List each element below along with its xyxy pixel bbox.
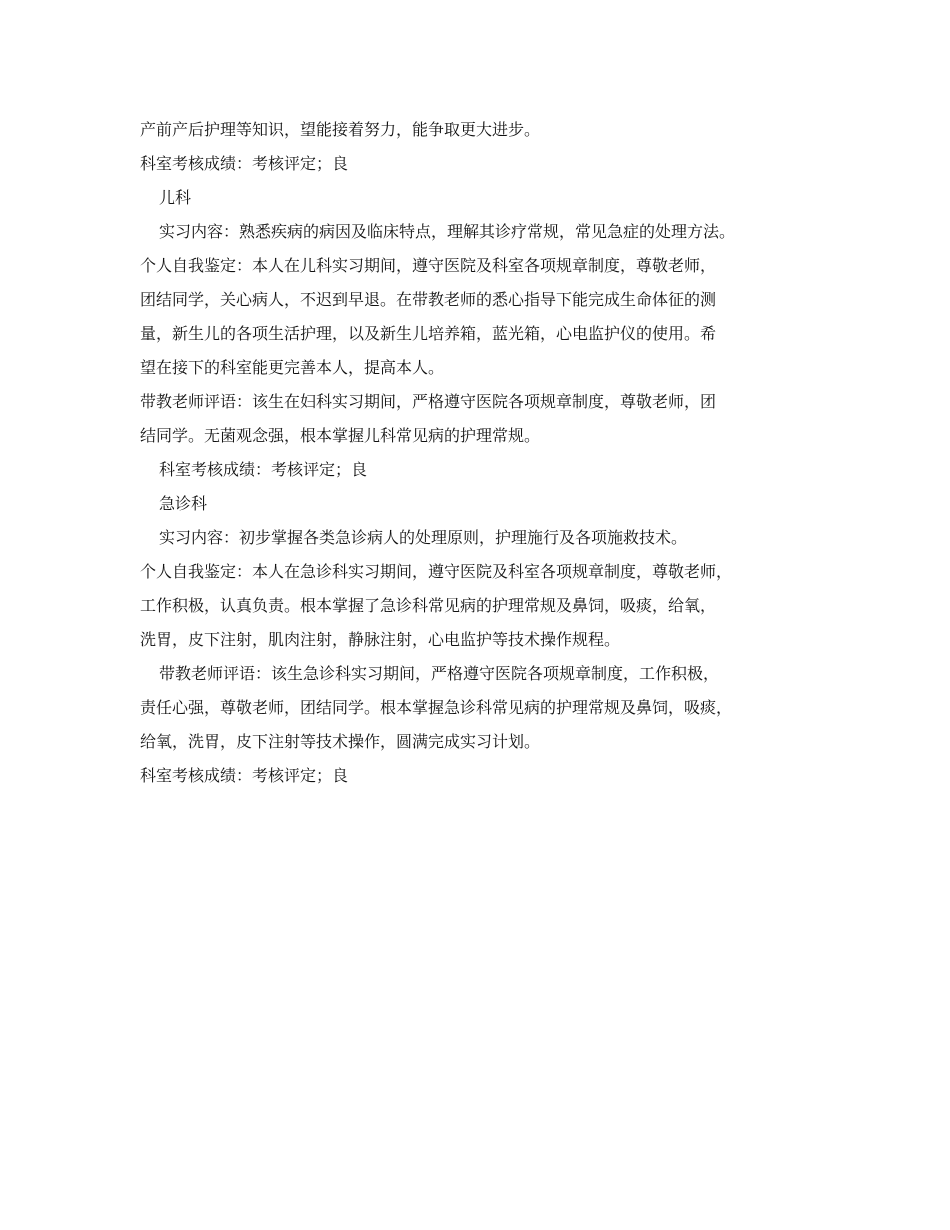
emergency-self-evaluation-line: 个人自我鉴定：本人在急诊科实习期间，遵守医院及科室各项规章制度，尊敬老师， <box>140 562 733 581</box>
pediatrics-teacher-comment-line: 带教老师评语：该生在妇科实习期间，严格遵守医院各项规章制度，尊敬老师，团 <box>140 392 717 411</box>
pediatrics-self-evaluation-line: 个人自我鉴定：本人在儿科实习期间，遵守医院及科室各项规章制度，尊敬老师， <box>140 256 717 275</box>
paragraph-line: 工作积极，认真负责。根本掌握了急诊科常见病的护理常规及鼻饲，吸痰，给氧， <box>140 596 717 615</box>
gynecology-assessment-line: 科室考核成绩：考核评定；良 <box>140 154 349 173</box>
paragraph-line: 责任心强，尊敬老师，团结同学。根本掌握急诊科常见病的护理常规及鼻饲，吸痰， <box>140 698 733 717</box>
paragraph-line: 给氧，洗胃，皮下注射等技术操作，圆满完成实习计划。 <box>140 732 541 751</box>
paragraph-line: 洗胃，皮下注射，肌肉注射，静脉注射，心电监护等技术操作规程。 <box>140 630 621 649</box>
emergency-heading: 急诊科 <box>159 494 208 513</box>
emergency-assessment-line: 科室考核成绩：考核评定；良 <box>140 766 349 785</box>
paragraph-line: 产前产后护理等知识，望能接着努力，能争取更大进步。 <box>140 120 541 139</box>
pediatrics-heading: 儿科 <box>159 188 192 207</box>
emergency-teacher-comment-line: 带教老师评语：该生急诊科实习期间，严格遵守医院各项规章制度，工作积极， <box>159 664 720 683</box>
document-body <box>140 113 830 793</box>
pediatrics-assessment-line: 科室考核成绩：考核评定；良 <box>159 460 368 479</box>
paragraph-line: 结同学。无菌观念强，根本掌握儿科常见病的护理常规。 <box>140 426 541 445</box>
emergency-content-line: 实习内容：初步掌握各类急诊病人的处理原则，护理施行及各项施救技术。 <box>159 528 688 547</box>
paragraph-line: 量，新生儿的各项生活护理，以及新生儿培养箱，蓝光箱，心电监护仪的使用。希 <box>140 324 717 343</box>
paragraph-line: 望在接下的科室能更完善本人，提高本人。 <box>140 358 445 377</box>
paragraph-line: 团结同学，关心病人，不迟到早退。在带教老师的悉心指导下能完成生命体征的测 <box>140 290 717 309</box>
pediatrics-content-line: 实习内容：熟悉疾病的病因及临床特点，理解其诊疗常规，常见急症的处理方法。 <box>159 222 736 241</box>
